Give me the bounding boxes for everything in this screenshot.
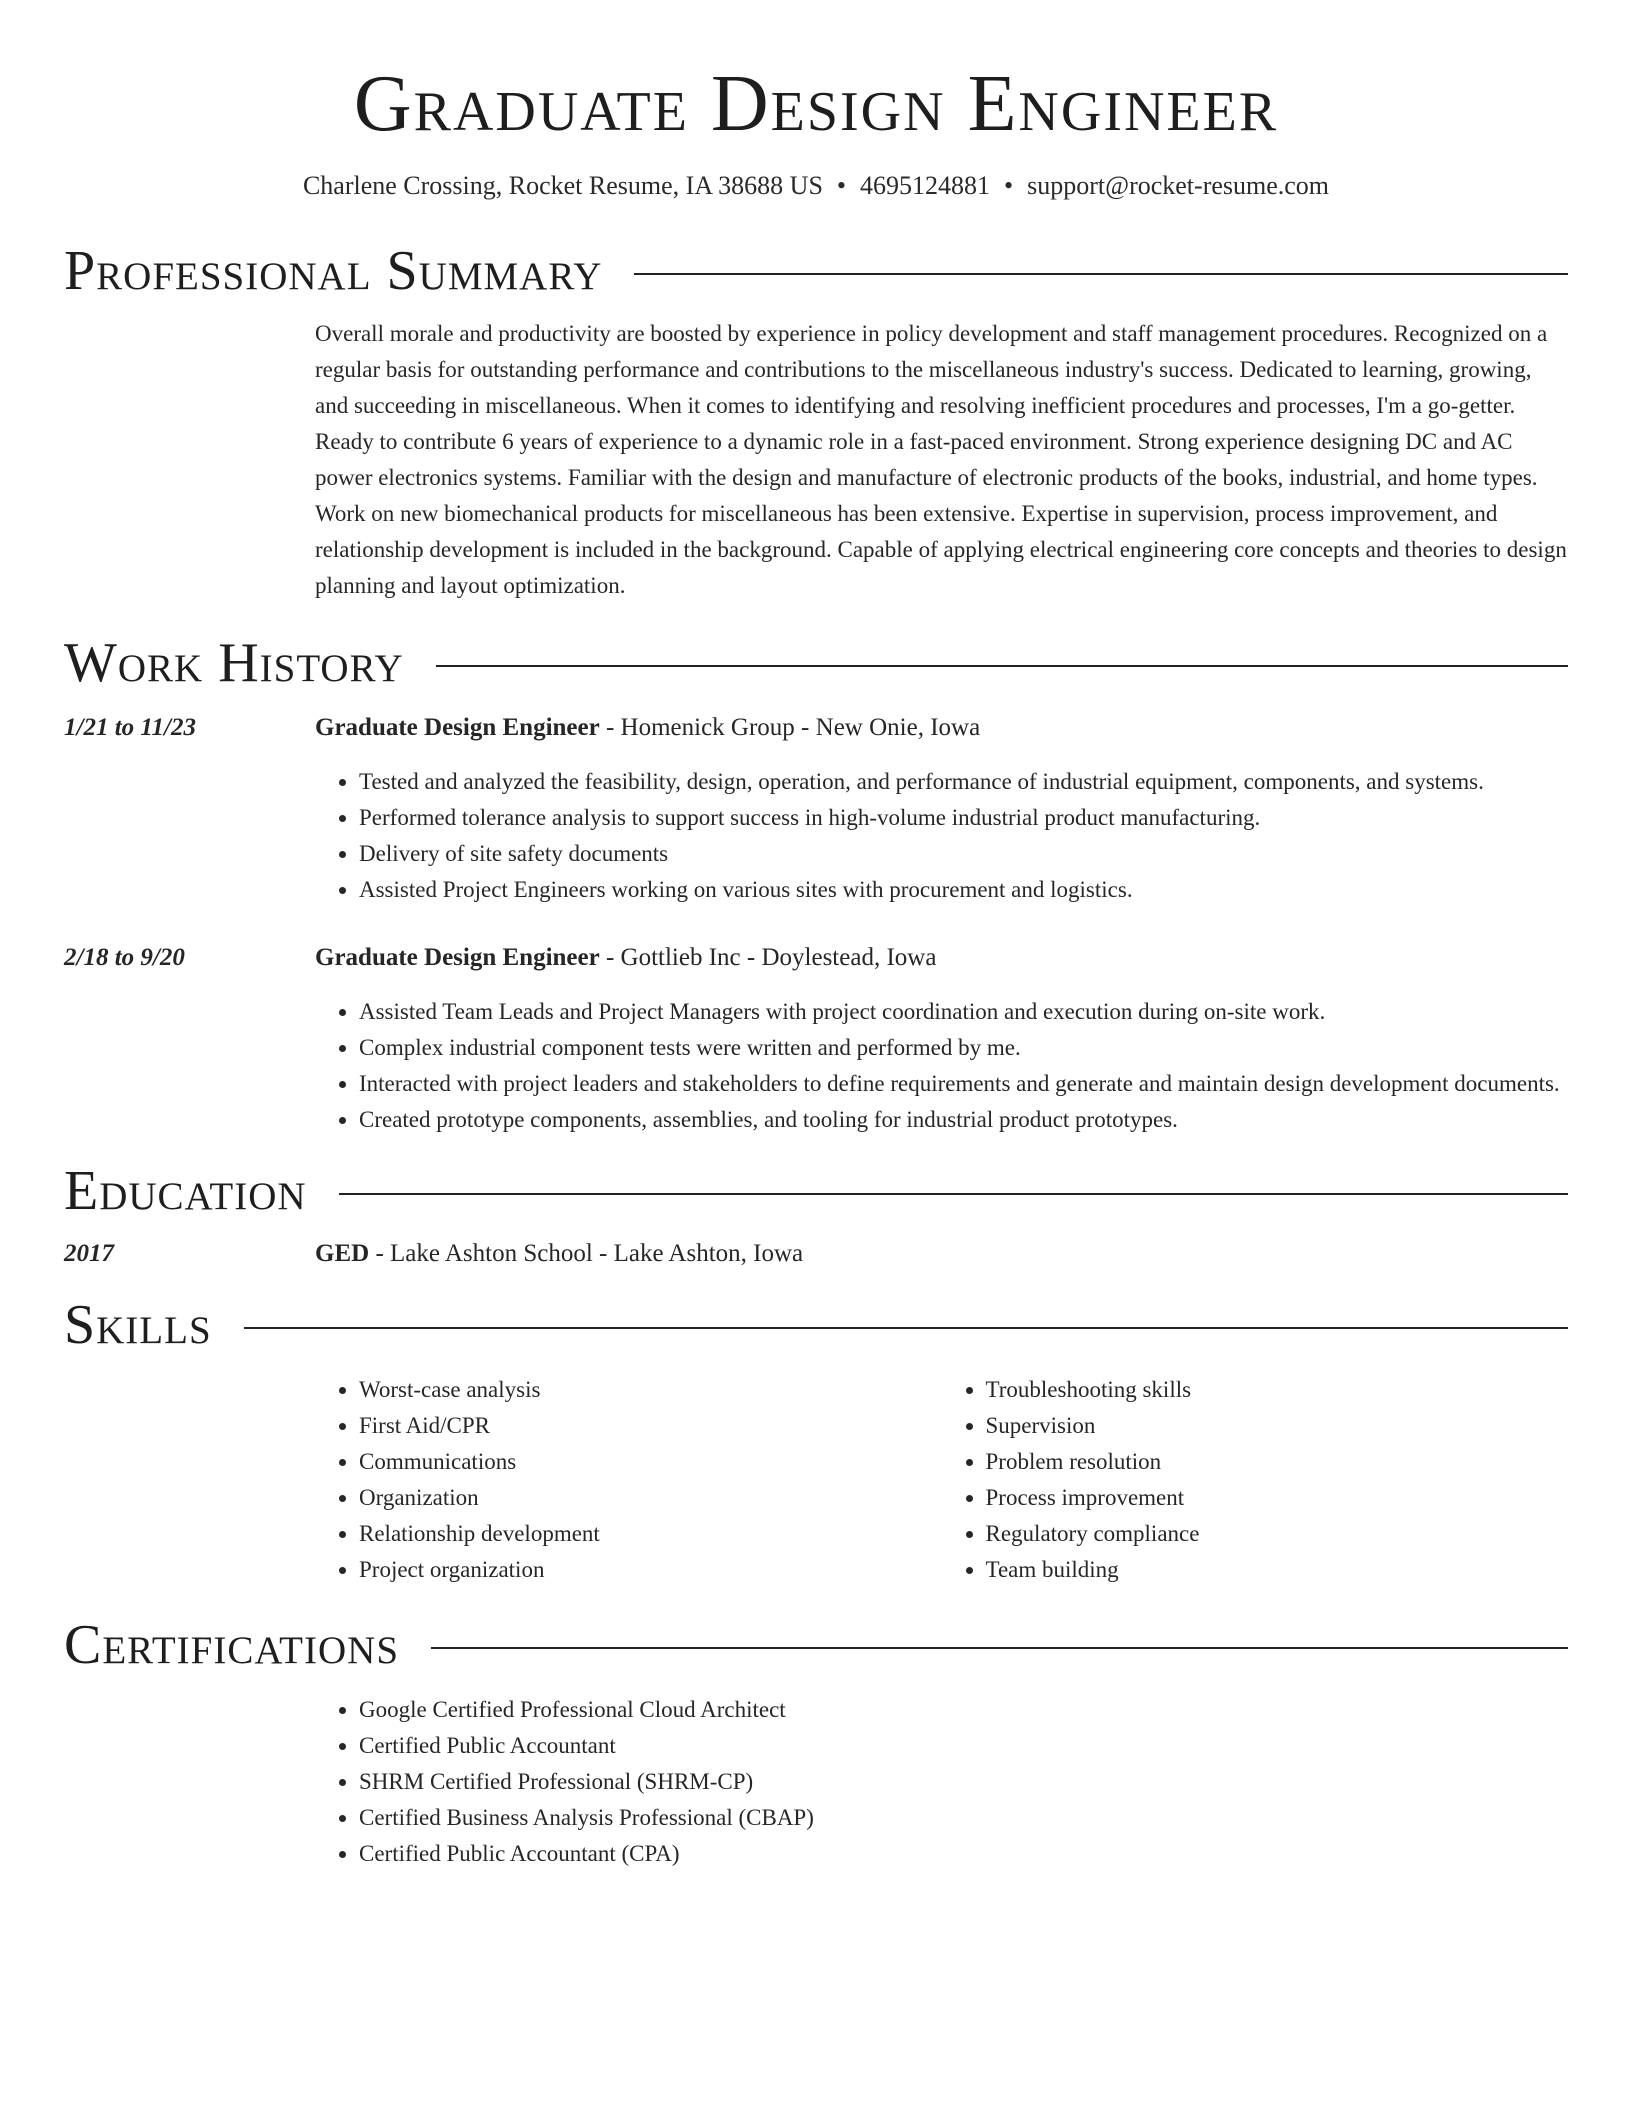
section-title: Skills bbox=[64, 1294, 212, 1356]
list-item: • Delivery of site safety documents bbox=[359, 836, 1568, 872]
list-item: • Certified Public Accountant bbox=[359, 1728, 1568, 1764]
section-header-education bbox=[64, 1158, 1568, 1224]
section-title: Certifications bbox=[64, 1614, 400, 1676]
list-item: • Team building bbox=[986, 1552, 1569, 1588]
list-item: • Problem resolution bbox=[986, 1444, 1569, 1480]
list-item: • Interacted with project leaders and stakeholders to define requirements and generate and maintain design development documents. bbox=[359, 1066, 1568, 1102]
contact-separator: • bbox=[1004, 171, 1014, 200]
summary-text: Overall morale and productivity are boosted by experience in policy development and staff management procedures. Recognized on a regular basis for outstanding performance and contributions to the miscellaneous industry's success. Dedicated to learning, growing, and succeeding in miscellaneous. When it comes to identifying and resolving inefficient procedures and processes, I'm a go-getter. Ready to contribute 6 years of experience to a dynamic role in a fast-paced environment. Strong experience designing DC and AC power electronics systems. Familiar with the design and manufacture of electronic products of the books, industrial, and home types. Work on new biomechanical products for miscellaneous has been extensive. Expertise in supervision, process improvement, and relationship development is included in the background. Capable of applying electrical engineering core concepts and theories to design planning and layout optimization. bbox=[315, 321, 1567, 598]
contact-phone: 4695124881 bbox=[860, 171, 991, 200]
list-item: • Assisted Team Leads and Project Managers with project coordination and execution during on-site work. bbox=[359, 994, 1568, 1030]
list-item: • Certified Business Analysis Professional (CBAP) bbox=[359, 1800, 1568, 1836]
list-item: • Complex industrial component tests were written and performed by me. bbox=[359, 1030, 1568, 1066]
list-item: • SHRM Certified Professional (SHRM-CP) bbox=[359, 1764, 1568, 1800]
education-details: - Lake Ashton School - Lake Ashton, Iowa bbox=[369, 1240, 804, 1267]
job-entry bbox=[64, 710, 1568, 908]
contact-line bbox=[64, 170, 1568, 202]
list-item: • Certified Public Accountant (CPA) bbox=[359, 1836, 1568, 1872]
resume-page bbox=[64, 0, 1568, 1872]
education-entry bbox=[64, 1236, 1568, 1272]
candidate-name: Graduate Design Engineer bbox=[353, 60, 1279, 148]
list-item: • Performed tolerance analysis to support success in high-volume industrial product manufacturing. bbox=[359, 800, 1568, 836]
job-dates: 1/21 to 11/23 bbox=[64, 714, 196, 741]
job-title-line bbox=[315, 710, 1568, 746]
education-body bbox=[315, 1236, 1568, 1272]
job-bullets bbox=[315, 764, 1568, 908]
section-header-summary bbox=[64, 238, 1568, 304]
list-item: • Regulatory compliance bbox=[986, 1516, 1569, 1552]
section-divider bbox=[339, 1193, 1568, 1195]
list-item: • Troubleshooting skills bbox=[986, 1372, 1569, 1408]
job-dates: 2/18 to 9/20 bbox=[64, 944, 185, 971]
education-year: 2017 bbox=[64, 1240, 114, 1267]
skills-list-right bbox=[942, 1372, 1569, 1588]
skills-list-left bbox=[315, 1372, 942, 1588]
job-title: Graduate Design Engineer bbox=[315, 714, 600, 741]
section-title: Professional Summary bbox=[64, 240, 603, 302]
list-item: • Relationship development bbox=[359, 1516, 942, 1552]
job-bullets bbox=[315, 994, 1568, 1138]
education-line bbox=[315, 1236, 1568, 1272]
list-item: • Google Certified Professional Cloud Architect bbox=[359, 1692, 1568, 1728]
job-body bbox=[315, 710, 1568, 908]
section-header-certifications bbox=[64, 1612, 1568, 1678]
certifications-list bbox=[315, 1692, 1568, 1872]
list-item: • Assisted Project Engineers working on various sites with procurement and logistics. bbox=[359, 872, 1568, 908]
list-item: • First Aid/CPR bbox=[359, 1408, 942, 1444]
section-header-skills bbox=[64, 1292, 1568, 1358]
section-title: Education bbox=[64, 1160, 307, 1222]
job-body bbox=[315, 940, 1568, 1138]
job-details: - Gottlieb Inc - Doylestead, Iowa bbox=[599, 944, 937, 971]
contact-email: support@rocket-resume.com bbox=[1027, 171, 1330, 200]
section-divider bbox=[431, 1647, 1568, 1649]
list-item: • Supervision bbox=[986, 1408, 1569, 1444]
section-title: Work History bbox=[64, 632, 404, 694]
contact-separator: • bbox=[836, 171, 847, 200]
certifications-block bbox=[315, 1692, 1568, 1872]
job-title: Graduate Design Engineer bbox=[315, 944, 600, 971]
list-item: • Tested and analyzed the feasibility, design, operation, and performance of industrial equipment, components, and systems. bbox=[359, 764, 1568, 800]
list-item: • Created prototype components, assemblies, and tooling for industrial product prototypes. bbox=[359, 1102, 1568, 1138]
list-item: • Project organization bbox=[359, 1552, 942, 1588]
section-divider bbox=[244, 1327, 1568, 1329]
job-details: - Homenick Group - New Onie, Iowa bbox=[599, 714, 981, 741]
skills-columns bbox=[315, 1372, 1568, 1588]
list-item: • Process improvement bbox=[986, 1480, 1569, 1516]
job-title-line bbox=[315, 940, 1568, 976]
list-item: • Worst-case analysis bbox=[359, 1372, 942, 1408]
section-divider bbox=[634, 273, 1568, 275]
job-entry bbox=[64, 940, 1568, 1138]
education-degree: GED bbox=[315, 1240, 370, 1267]
section-header-work-history bbox=[64, 630, 1568, 696]
list-item: • Organization bbox=[359, 1480, 942, 1516]
section-divider bbox=[436, 665, 1568, 667]
list-item: • Communications bbox=[359, 1444, 942, 1480]
contact-address: Charlene Crossing, Rocket Resume, IA 38688 US bbox=[302, 171, 823, 200]
